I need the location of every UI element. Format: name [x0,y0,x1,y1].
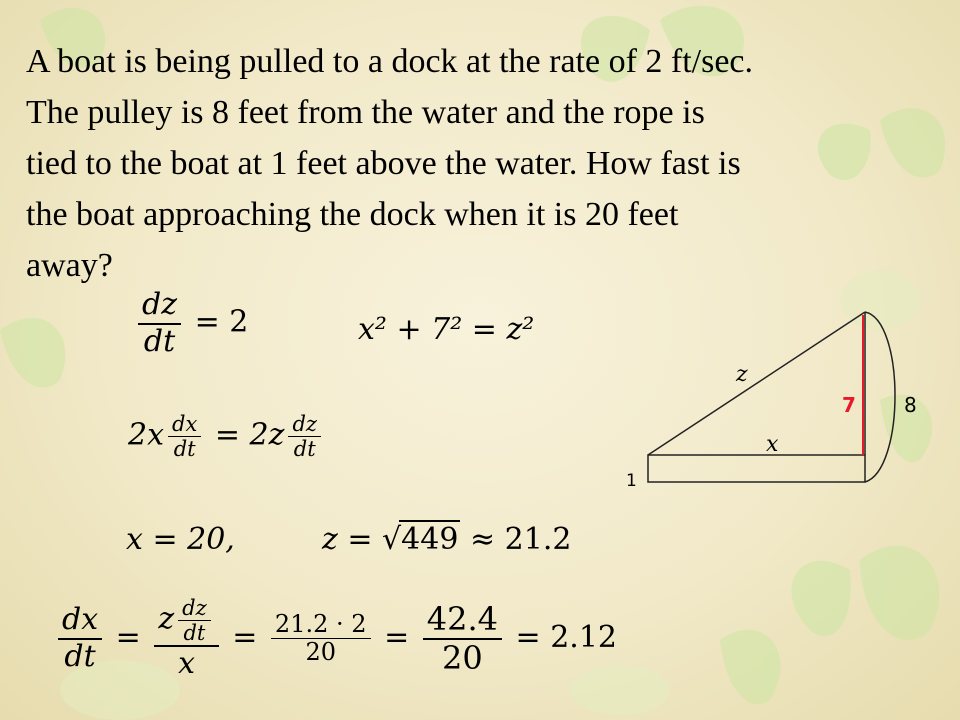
fraction-numerator: dz [178,596,211,621]
fraction-numerator: 42.4 [423,601,502,640]
approximation: ≈ 21.2 [469,522,572,557]
problem-line-1: A boat is being pulled to a dock at the rate of 2 ft/sec. [26,43,754,80]
problem-line-4: the boat approaching the dock when it is 20 feet [26,196,679,233]
fraction-numerator: dz [138,288,181,325]
equals-sign: = [384,619,410,655]
left-coefficient: 2x [128,417,165,453]
label-1: 1 [626,471,637,491]
z-assignment: z = [322,522,373,557]
fraction-numerator: 21.2 · 2 [271,611,371,640]
square-root: √449 [382,522,459,557]
equation-pythagorean: x² + 7² = z² [358,312,535,347]
numerator-coefficient: z [158,601,175,637]
final-result: = 2.12 [515,619,618,655]
rope-hypotenuse [648,312,865,455]
fraction-denominator: dt [173,437,196,462]
fraction-denominator: x [178,646,195,682]
radicand: 449 [401,522,459,557]
label-z: z [736,362,748,387]
boat-rectangle [648,455,865,482]
fraction-denominator: 20 [305,638,336,667]
x-assignment: x = 20, [126,522,235,557]
equals-sign: = [115,619,141,655]
equation-value: = 2 [194,304,249,340]
equals-sign: = [232,619,258,655]
fraction-denominator: dt [293,437,316,462]
fraction-numerator: dz [288,412,321,437]
fraction-denominator: 20 [442,638,483,677]
label-x: x [766,432,779,457]
fraction-numerator: dx [168,412,201,437]
problem-line-5: away? [26,247,113,284]
problem-line-2: The pulley is 8 feet from the water and the rope is [26,94,705,131]
fraction-numerator: dx [58,603,102,640]
equals-sign: = [214,417,240,453]
fraction-denominator: dt [183,621,206,646]
label-8: 8 [904,393,917,417]
fraction-denominator: dt [143,323,176,359]
fraction-denominator: dt [64,638,96,674]
problem-line-3: tied to the boat at 1 feet above the water. How fast is [26,145,741,182]
right-coefficient: 2z [249,417,285,453]
height-brace [865,312,895,482]
label-7: 7 [842,393,856,417]
